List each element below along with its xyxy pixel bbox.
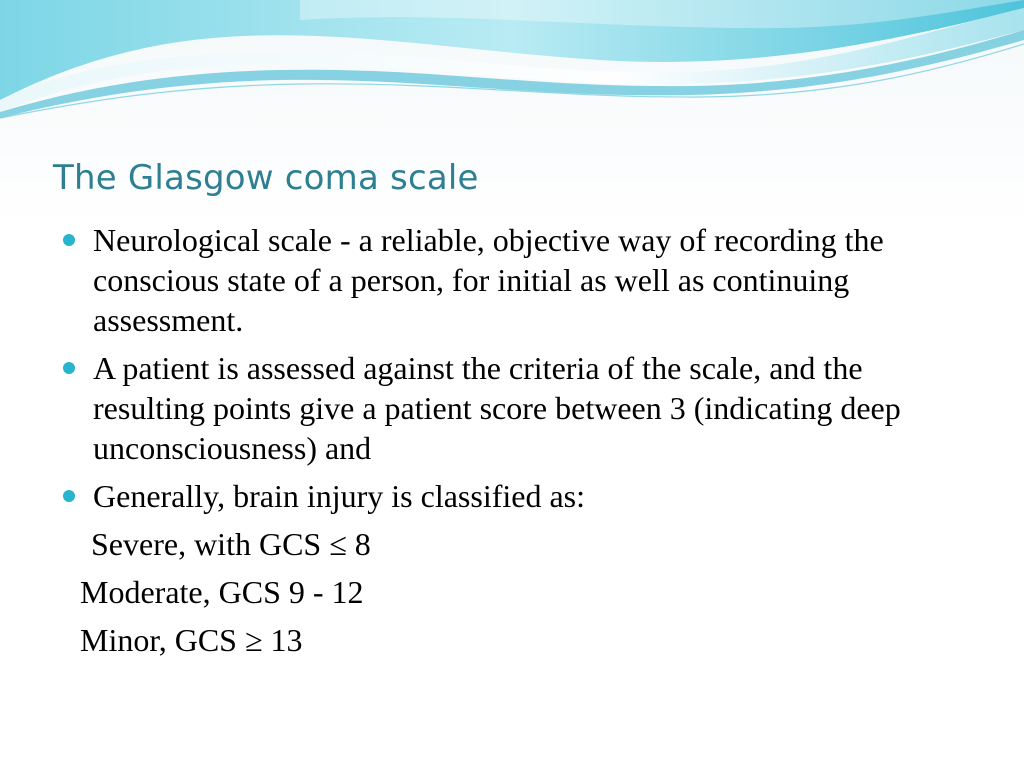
bullet-text: A patient is assessed against the criteria of the scale, and the resulting points give a patient score between 3 (indicating deep unconsciousness) and bbox=[93, 350, 901, 466]
wave-header-decoration bbox=[0, 0, 1024, 130]
bullet-dot-icon bbox=[63, 490, 75, 502]
bullet-item bbox=[60, 476, 960, 516]
classification-severe: Severe, with GCS ≤ 8 bbox=[91, 526, 371, 562]
bullet-dot-icon bbox=[63, 234, 75, 246]
classification-moderate: Moderate, GCS 9 - 12 bbox=[80, 574, 364, 610]
bullet-item bbox=[60, 220, 960, 340]
slide-title: The Glasgow coma scale bbox=[53, 158, 479, 198]
bullet-item bbox=[60, 348, 960, 468]
classification-minor: Minor, GCS ≥ 13 bbox=[80, 622, 303, 658]
bullet-text: Generally, brain injury is classified as: bbox=[93, 478, 585, 514]
bullet-text: Neurological scale - a reliable, objective way of recording the conscious state of a person, for initial as well as continuing assessment. bbox=[93, 222, 884, 338]
bullet-dot-icon bbox=[63, 362, 75, 374]
slide-content bbox=[60, 220, 960, 668]
